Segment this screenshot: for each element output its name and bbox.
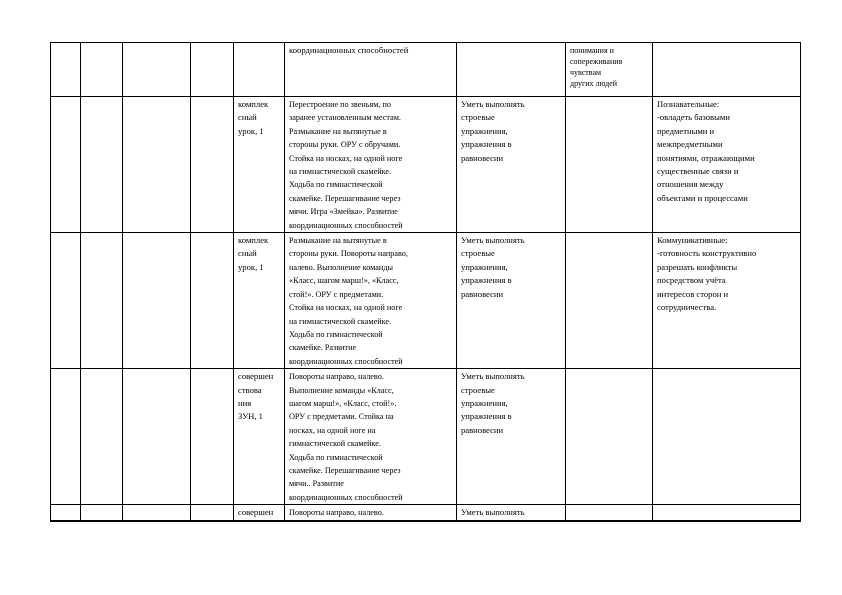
cell-personal-results — [566, 369, 653, 505]
cell-lesson-type — [234, 43, 285, 97]
cell-date-fact — [123, 505, 191, 521]
cell-subject-results — [457, 43, 566, 97]
cell-meta-results — [653, 369, 801, 505]
cell-topic — [191, 369, 234, 505]
cell-subject-results: Уметь выполнять — [457, 505, 566, 521]
cell-date-plan — [81, 97, 123, 233]
cell-meta-results — [653, 505, 801, 521]
cell-content: Повороты направо, налево. Выполнение команды «Класс, шагом марш!», «Класс, стой!». ОРУ с предметами. Стойка на носках, на одной ноге на гимнастической скамейке. Ходьба по гимнастической скамейке. Перешагивание через мячи.. Развитие координационных способностей — [285, 369, 457, 505]
cell-personal-results — [566, 505, 653, 521]
cell-subject-results: Уметь выполнять строевые упражнения, упражнения в равновесии — [457, 97, 566, 233]
cell-lesson-type: комплек сный урок, 1 — [234, 97, 285, 233]
table-row — [51, 97, 801, 233]
cell-date-plan — [81, 369, 123, 505]
table-row — [51, 233, 801, 369]
cell-meta-results: Познавательные: -овладеть базовыми предметными и межпредметными понятиями, отражающими существенные связи и отношения между объектами и процессами — [653, 97, 801, 233]
table-row — [51, 369, 801, 505]
cell-content: координационных способностей — [285, 43, 457, 97]
cell-date-fact — [123, 233, 191, 369]
cell-topic — [191, 233, 234, 369]
table-row — [51, 43, 801, 97]
cell-number — [51, 369, 81, 505]
cell-date-plan — [81, 43, 123, 97]
cell-meta-results — [653, 43, 801, 97]
cell-number — [51, 97, 81, 233]
cell-date-fact — [123, 43, 191, 97]
cell-topic — [191, 97, 234, 233]
lesson-plan-table — [50, 42, 801, 522]
cell-personal-results — [566, 97, 653, 233]
cell-number — [51, 505, 81, 521]
cell-subject-results: Уметь выполнять строевые упражнения, упражнения в равновесии — [457, 233, 566, 369]
cell-number — [51, 43, 81, 97]
cell-topic — [191, 43, 234, 97]
cell-lesson-type: совершен — [234, 505, 285, 521]
cell-date-plan — [81, 505, 123, 521]
cell-content: Перестроение по звеньям, по заранее установленным местам. Размыкание на вытянутые в стороны руки. ОРУ с обручами. Стойка на носках, на одной ноге на гимнастической скамейке. Ходьба по гимнастической скамейке. Перешагивание через мячи. Игра «Змейка». Развитие координационных способностей — [285, 97, 457, 233]
table-row — [51, 505, 801, 521]
cell-date-fact — [123, 97, 191, 233]
cell-content: Размыкание на вытянутые в стороны руки. Повороты направо, налево. Выполнение команды «Класс, шагом марш!», «Класс, стой!». ОРУ с предметами. Стойка на носках, на одной ноге на гимнастической скамейке. Ходьба по гимнастической скамейке. Развитие координационных способностей — [285, 233, 457, 369]
cell-subject-results: Уметь выполнять строевые упражнения, упражнения в равновесии — [457, 369, 566, 505]
cell-number — [51, 233, 81, 369]
cell-topic — [191, 505, 234, 521]
cell-meta-results: Коммуникативные: -готовность конструктивно разрешать конфликты посредством учёта интересов сторон и сотрудничества. — [653, 233, 801, 369]
cell-date-fact — [123, 369, 191, 505]
cell-content: Повороты направо, налево. — [285, 505, 457, 521]
cell-date-plan — [81, 233, 123, 369]
cell-personal-results: понимания и сопереживания чувствам других людей — [566, 43, 653, 97]
cell-lesson-type: совершен ствова ния ЗУН, 1 — [234, 369, 285, 505]
cell-lesson-type: комплек сный урок, 1 — [234, 233, 285, 369]
cell-personal-results — [566, 233, 653, 369]
